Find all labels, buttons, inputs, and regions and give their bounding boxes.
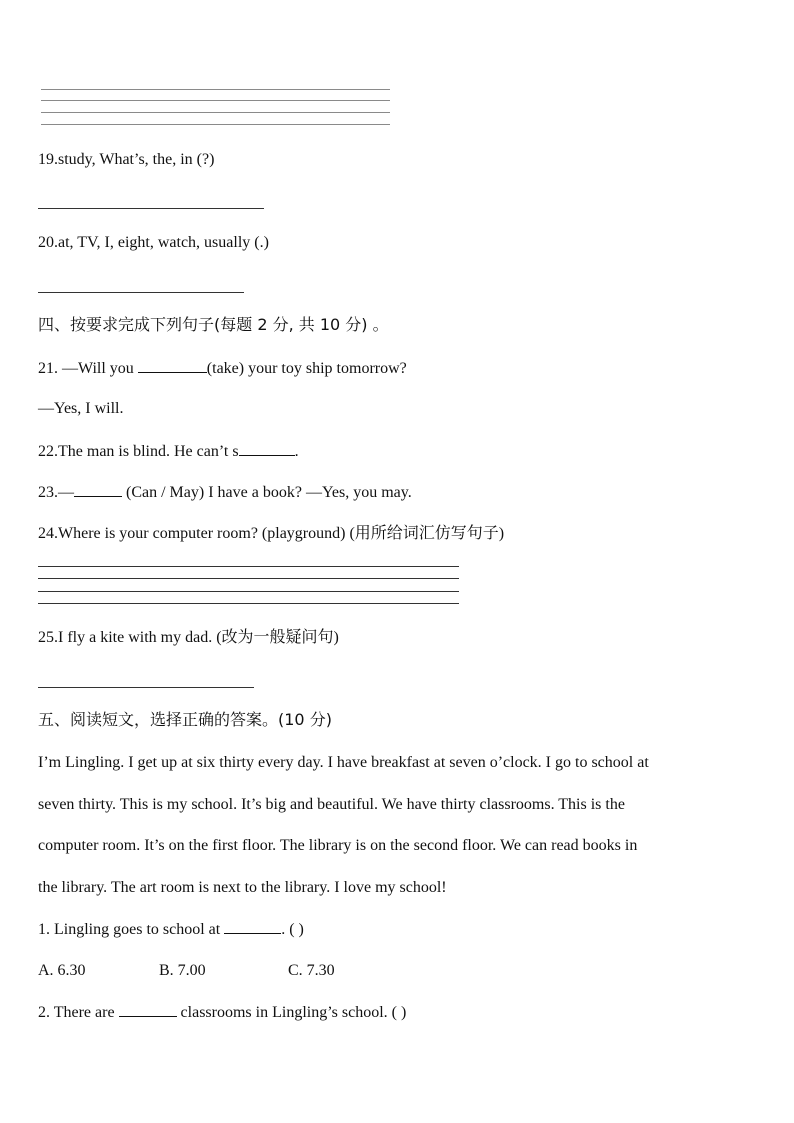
reading-question-2 xyxy=(38,1002,406,1023)
question-21 xyxy=(38,358,407,379)
answer-line-20[interactable] xyxy=(38,292,244,293)
question-24: 24.Where is your computer room? (playground) (用所给词汇仿写句子) xyxy=(38,525,505,542)
writing-line[interactable] xyxy=(38,603,459,604)
section-5-title: 五、阅读短文，选择正确的答案。(10 分) xyxy=(38,710,332,729)
question-21-before: 21. —Will you xyxy=(38,360,138,377)
question-22-before: 22.The man is blind. He can’t s xyxy=(38,443,239,460)
passage-line: seven thirty. This is my school. It’s big and beautiful. We have thirty classrooms. This is the xyxy=(38,795,625,813)
writing-line xyxy=(41,112,390,113)
section-4-title: 四、按要求完成下列句子(每题 2 分, 共 10 分) 。 xyxy=(38,315,389,334)
question-22 xyxy=(38,441,299,462)
question-23 xyxy=(38,482,412,503)
reading-question-1-before: 1. Lingling goes to school at xyxy=(38,921,225,938)
reading-question-2-after: classrooms in Lingling’s school. ( ) xyxy=(176,1004,407,1021)
question-21-answer: —Yes, I will. xyxy=(38,400,124,417)
blank-21[interactable] xyxy=(138,358,207,373)
reading-question-2-before: 2. There are xyxy=(38,1004,119,1021)
question-19: 19.study, What’s, the, in (?) xyxy=(38,151,215,168)
question-20: 20.at, TV, I, eight, watch, usually (.) xyxy=(38,234,269,251)
passage-line: I’m Lingling. I get up at six thirty every day. I have breakfast at seven o’clock. I go to school at xyxy=(38,754,649,771)
writing-line[interactable] xyxy=(38,566,459,567)
question-23-after: (Can / May) I have a book? —Yes, you may. xyxy=(122,484,412,501)
question-23-before: 23.— xyxy=(38,484,74,501)
answer-line-19[interactable] xyxy=(38,208,264,209)
writing-line xyxy=(41,124,390,125)
question-22-after: . xyxy=(294,443,299,460)
option-a[interactable]: A. 6.30 xyxy=(38,962,86,979)
reading-question-1 xyxy=(38,919,304,940)
writing-line[interactable] xyxy=(38,591,459,592)
reading-passage xyxy=(38,742,754,908)
writing-line xyxy=(41,89,390,90)
writing-line[interactable] xyxy=(38,578,459,579)
passage-line: computer room. It’s on the first floor. The library is on the second floor. We can read books in xyxy=(38,837,638,854)
blank-rq2[interactable] xyxy=(119,1002,177,1017)
passage-line: the library. The art room is next to the library. I love my school! xyxy=(38,878,447,896)
reading-question-1-after: . ( ) xyxy=(281,921,304,938)
blank-22[interactable] xyxy=(239,441,295,456)
blank-23[interactable] xyxy=(74,482,122,497)
question-21-after: (take) your toy ship tomorrow? xyxy=(206,360,407,377)
option-c[interactable]: C. 7.30 xyxy=(288,962,335,979)
option-b[interactable]: B. 7.00 xyxy=(159,962,206,979)
blank-rq1[interactable] xyxy=(224,919,281,934)
writing-line xyxy=(41,100,390,101)
answer-line-25[interactable] xyxy=(38,687,254,688)
question-25: 25.I fly a kite with my dad. (改为一般疑问句) xyxy=(38,629,339,646)
